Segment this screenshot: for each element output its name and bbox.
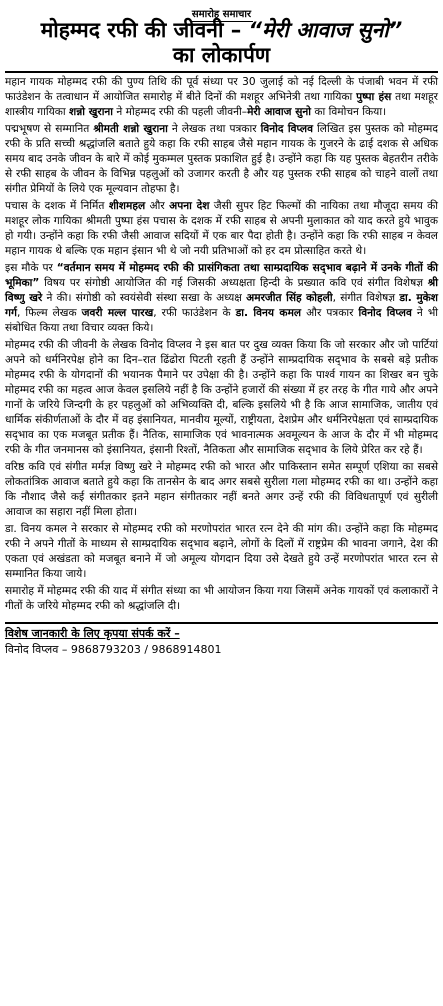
- bold-text: जवरी मल्ल पारख: [81, 307, 154, 319]
- paragraph-text: , संगीत विशेषज्ञ: [332, 292, 400, 304]
- bottom-divider: [5, 622, 438, 624]
- paragraph-text: इस मौके पर: [5, 262, 57, 274]
- paragraph-text: ने लेखक तथा पत्रकार: [167, 123, 261, 135]
- bold-text: श्री विष्णु खरे: [5, 277, 438, 304]
- paragraph-text: और पत्रकार: [301, 307, 359, 319]
- bold-text: “वर्तमान समय में मोहम्मद रफी की प्रासंगिकता तथा साम्प्रदायिक सद्‌भाव बढ़ाने में उनके गीतों की भूमिका”: [5, 262, 439, 289]
- contact-line: विनोद विप्लव – 9868793203 / 9868914801: [5, 643, 222, 656]
- article-paragraph: [5, 522, 438, 582]
- paragraph-text: महान गायक मोहम्मद रफी की पुण्य तिथि की पूर्व संध्या पर 30 जुलाई को नई दिल्ली के पंजाबी भवन में रफी फाउंडेशन के तत्वाधान में आयोजित समारोह में बीते दिनों की मशहूर अभिनेत्री तथा गायिका: [5, 76, 438, 103]
- paragraph-text: वरिष्ठ कवि एवं संगीत मर्मज्ञ विष्णु खरे ने मोहम्मद रफी को भारत और पाकिस्तान समेत सम्पूर्ण एशिया का सबसे लोकतांत्रिक आवाज बताते हुये कहा कि तानसेन के बाद अगर सबसे सुरीला गला मोहम्मद रफी का था। उन्होंने कहा कि नौशाद जैसे कई संगीतकार इतने महान संगीतकार नहीं बनते अगर उन्हें रफी की विविधतापूर्ण एवं सुरीली आवाज का सहारा नहीं मिला होता।: [5, 461, 438, 518]
- bold-text: पुष्पा हंस: [356, 91, 392, 103]
- press-release: [0, 2, 443, 1006]
- bold-text: शीशमहल: [108, 200, 146, 212]
- paragraph-text: का विमोचन किया।: [311, 106, 387, 118]
- paragraph-text: और: [145, 200, 170, 212]
- article-paragraph: [5, 584, 438, 614]
- paragraph-text: ने मोहम्मद रफी की पहली जीवनी–: [113, 106, 248, 118]
- paragraph-text: तथा मशहूर शास्त्रीय गायिका: [5, 91, 438, 118]
- kicker-label: समारोह समाचार: [191, 9, 252, 20]
- paragraph-text: पद्मभूषण से सम्मानित: [5, 123, 94, 135]
- headline-book-title: “मेरी आवाज सुनो”: [248, 18, 403, 42]
- headline-suffix: का लोकार्पण: [172, 43, 271, 67]
- paragraph-text: समारोह में मोहम्मद रफी की याद में संगीत संध्या का भी आयोजन किया गया जिसमें अनेक गायकों एवं कलाकारों ने गीतों के जरिये मोहम्मद रफी को श्रद्धांजलि दी।: [5, 585, 438, 612]
- paragraph-text: मोहम्मद रफी की जीवनी के लेखक विनोद विप्लव ने इस बात पर दुख व्यक्त किया कि जो सरकार और जो पार्टियां अपने को धर्मनिरपेक्ष होने का दिन–रात ढिंढोरा पिटती रहती हैं उन्होंने साम्प्रदायिक सद्‌भाव के सबसे बड़े प्रतीक मोहम्मद रफी के योगदानों की भयानक पैमाने पर उपेक्षा की है। उन्होंने कहा कि पार्श्व गायन का शिखर बन चुके मोहम्मद रफी का महत्व आज केवल इसलिये नहीं है कि उन्होंने हजारों की संख्या में हर तरह के गीत गाये और अपने गानों के जरिये जिन्दगी के हर पहलुओं को अभिव्यक्ति दी, बल्कि इसलिये भी है कि आज सामाजिक, जातीय एवं धार्मिक संकीर्णताओं के दौर में वह इंसानियत, मानवीय मूल्यों, राष्ट्रीयता, देशप्रेम और धर्मनिरपेक्षता एवं साम्प्रदायिक सद्‌भाव का एक मजबूत प्रतीक हैं। नैतिक, सामाजिक एवं भावनात्मक अवमूल्यन के आज के दौर में भी मोहम्मद रफी के गीत जनमानस को इंसानियत, इंसानी रिश्तों, नैतिकता और सामाजिक सद्‌भाव के लिये प्रेरित कर रहे हैं।: [5, 339, 438, 456]
- article-paragraph: [5, 460, 438, 520]
- article-paragraph: [5, 75, 438, 120]
- bold-text: अमरजीत सिंह कोहली: [246, 292, 333, 304]
- article-paragraph: [5, 122, 438, 197]
- bold-text: डा. विनय कमल: [235, 307, 302, 319]
- article-paragraph: [5, 261, 438, 336]
- paragraph-text: विषय पर संगोष्ठी आयोजित की गई जिसकी अध्यक्षता हिन्दी के प्रख्यात कवि एवं संगीत विशेषज्ञ: [39, 277, 428, 289]
- paragraph-text: लिखित इस पुस्तक को मोहम्मद रफी के प्रति सच्ची श्रद्धांजलि बताते हुये कहा कि रफी साहब जैसे महान गायक के गुजरने के ढाई दशक से अधिक समय बाद उनके जीवन के बारे में कोई मुकम्मल पुस्तक प्रकाशित हुई है। उन्होंने कहा कि यह पुस्तक बेहतरीन तरीके से रफी साहब के जीवन के विभिन्न पहलुओं को उजागर करती है और यह पुस्तक रफी साहब को चाहने वालों तथा संगीत प्रेमियों के लिये एक मूल्यवान तोहफा है।: [5, 123, 438, 195]
- paragraph-text: , रफी फाउंडेशन के: [153, 307, 236, 319]
- headline: [5, 18, 438, 68]
- article-paragraph: [5, 199, 438, 259]
- paragraph-text: पचास के दशक में निर्मित: [5, 200, 109, 212]
- bold-text: मेरी आवाज सुनो: [247, 106, 311, 118]
- bold-text: डा. मुकेश गर्ग: [5, 292, 438, 319]
- bold-text: श्रीमती शन्नो खुराना: [93, 123, 168, 135]
- headline-prefix: मोहम्मद रफी की जीवनी –: [40, 18, 242, 42]
- article-body: [5, 75, 438, 614]
- top-divider: [5, 71, 438, 73]
- bold-text: विनोद विप्लव: [358, 307, 412, 319]
- paragraph-text: , फिल्म लेखक: [16, 307, 82, 319]
- paragraph-text: जैसी सुपर हिट फिल्मों की नायिका तथा मौजूदा समय की मशहूर लोक गायिका श्रीमती पुष्पा हंस पचास के दशक में रफी साहब से अपनी मुलाकात को याद करते हुये भावुक हो गयी। उन्होंने कहा कि रफी जैसी आवाज सदियों में एक बार पैदा होती है। उन्होंने कहा कि रफी साहब न केवल महान गायक थे बल्कि एक महान इंसान भी थे जो नयी प्रतिभाओं को हर दम प्रोत्साहित करते थे।: [5, 200, 439, 257]
- contact-title: विशेष जानकारी के लिए कृपया संपर्क करें –: [5, 627, 180, 640]
- kicker: [5, 2, 438, 20]
- bold-text: विनोद विप्लव: [260, 123, 313, 135]
- bold-text: अपना देश: [169, 200, 210, 212]
- paragraph-text: ने भी संबोधित किया तथा विचार व्यक्त किये।: [5, 307, 439, 334]
- paragraph-text: ने की। संगोष्ठी को स्वयंसेवी संस्था सखा के अध्यक्ष: [42, 292, 247, 304]
- article-paragraph: [5, 338, 438, 458]
- bold-text: शन्नो खुराना: [69, 106, 114, 118]
- paragraph-text: डा. विनय कमल ने सरकार से मोहम्मद रफी को मरणोपरांत भारत रत्न देने की मांग की। उन्होंने कहा कि मोहम्मद रफी ने अपने गीतों के माध्यम से साम्प्रदायिक सद्‌भाव बढ़ाने, लोगों के दिलों में राष्ट्रप्रेम की भावना जगाने, देश की एकता एवं अखंडता को मजबूत बनाने में जो अमूल्य योगदान दिया उसे देखते हुये उन्हें मरणोपरांत भारत रत्न से सम्मानित किया जाये।: [5, 523, 438, 580]
